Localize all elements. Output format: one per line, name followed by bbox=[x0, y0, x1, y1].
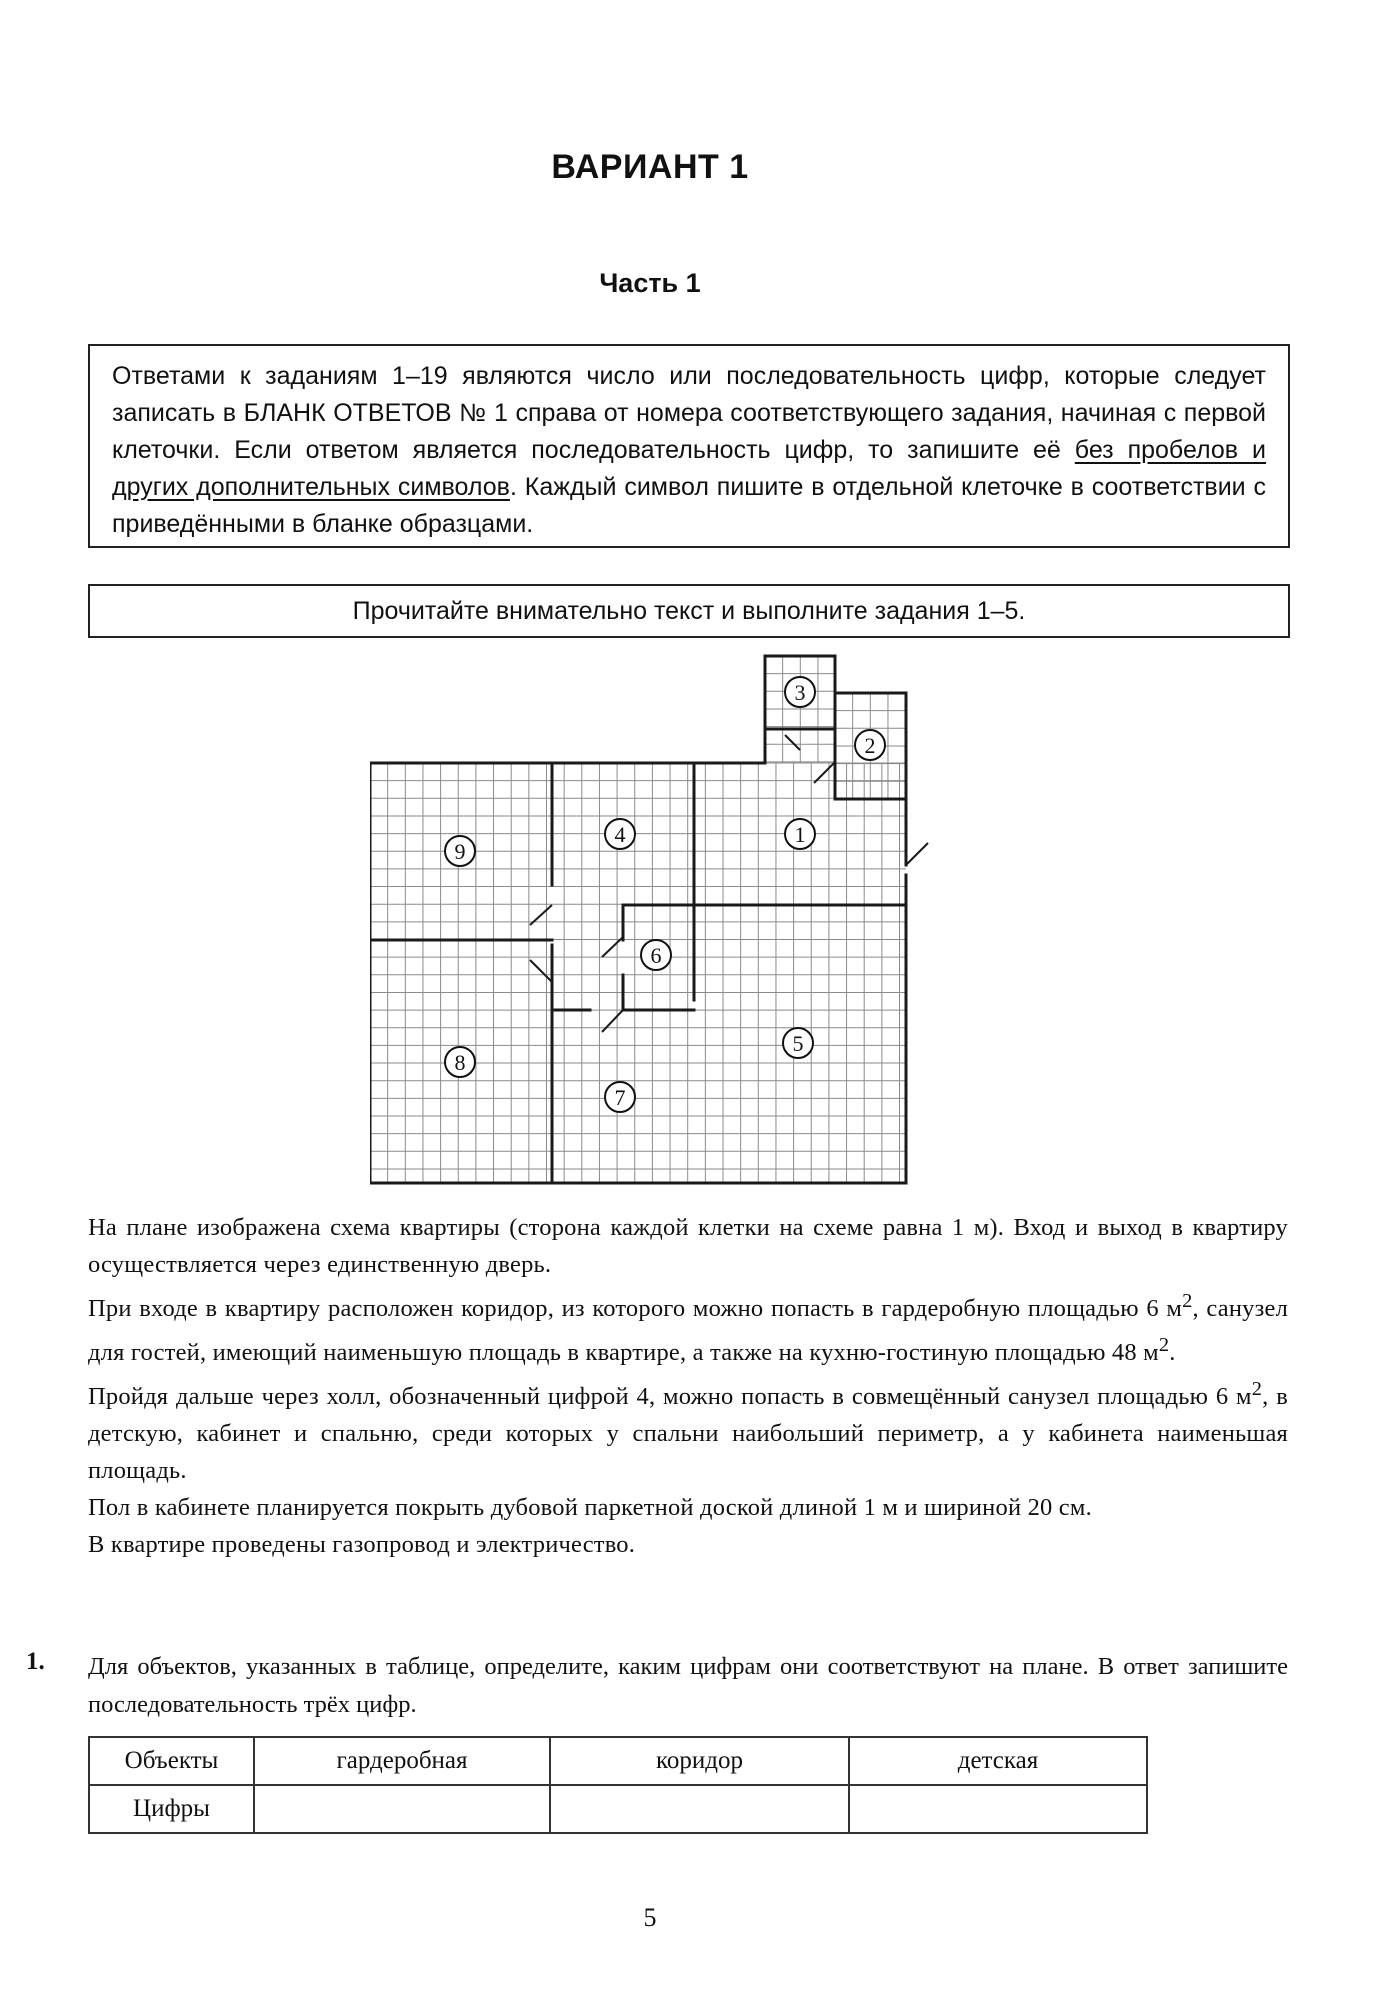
room-label-3 bbox=[785, 677, 815, 707]
text-p2-c: . bbox=[1169, 1339, 1176, 1367]
room-label-4-text: 4 bbox=[614, 822, 626, 847]
read-prompt: Прочитайте внимательно текст и выполните задания 1–5. bbox=[352, 597, 1026, 625]
answer-cell[interactable] bbox=[550, 1785, 849, 1833]
text-paragraph-4: Пол в кабинете планируется покрыть дубовой паркетной доской длиной 1 м и шириной 20 см. bbox=[88, 1494, 1092, 1522]
room-label-1-text: 1 bbox=[794, 822, 806, 847]
room-label-6-text: 6 bbox=[650, 943, 662, 968]
task-text bbox=[88, 1209, 1288, 1563]
room-label-8 bbox=[445, 1047, 475, 1077]
answer-table bbox=[88, 1736, 1148, 1834]
table-header-objects: Объекты bbox=[89, 1737, 254, 1785]
answer-cell[interactable] bbox=[849, 1785, 1147, 1833]
answer-cell[interactable] bbox=[254, 1785, 550, 1833]
room-label-7 bbox=[605, 1082, 635, 1112]
plan-grid bbox=[370, 656, 906, 1183]
sup-1: 2 bbox=[1182, 1290, 1193, 1312]
instructions-text-before: Ответами к заданиям 1–19 являются число или последовательность цифр, которые следует записать в БЛАНК ОТВЕТОВ № 1 справа от номера соответствующего задания, начиная с первой клеточки. Если ответом является последовательность цифр, то запишите её bbox=[112, 362, 1266, 464]
plan-walls bbox=[370, 656, 906, 1183]
table-cell-object: детская bbox=[849, 1737, 1147, 1785]
table-cell-object: коридор bbox=[550, 1737, 849, 1785]
instructions-box bbox=[88, 344, 1290, 548]
table-row-digits bbox=[89, 1785, 1147, 1833]
question-number: 1. bbox=[26, 1648, 45, 1675]
room-label-6 bbox=[641, 940, 671, 970]
table-header-digits: Цифры bbox=[89, 1785, 254, 1833]
text-paragraph-2 bbox=[88, 1283, 1288, 1371]
room-label-2-text: 2 bbox=[864, 733, 876, 758]
page-number: 5 bbox=[643, 1903, 657, 1932]
table-cell-object: гардеробная bbox=[254, 1737, 550, 1785]
table-row-objects bbox=[89, 1737, 1147, 1785]
text-p2-b: , санузел для гостей, имеющий наименьшую площадь в квартире, а также на кухню-гостиную площадью 48 м bbox=[88, 1295, 1288, 1367]
room-label-5-text: 5 bbox=[792, 1031, 804, 1056]
instructions-text-underlined: без пробелов и других дополнительных символов bbox=[112, 436, 1266, 501]
text-paragraph-3 bbox=[88, 1371, 1288, 1489]
text-p3-a: Пройдя дальше через холл, обозначенный цифрой 4, можно попасть в совмещённый санузел площадью 6 м bbox=[88, 1383, 1252, 1411]
room-label-9 bbox=[445, 836, 475, 866]
room-label-3-text: 3 bbox=[794, 680, 806, 705]
read-prompt-box bbox=[88, 584, 1290, 638]
text-p2-a: При входе в квартиру расположен коридор, из которого можно попасть в гардеробную площадью 6 м bbox=[88, 1295, 1183, 1323]
instructions-text-after: . Каждый символ пишите в отдельной клеточке в соответствии с приведёнными в бланке образцами. bbox=[112, 473, 1266, 538]
room-label-8-text: 8 bbox=[454, 1050, 466, 1075]
question-text: Для объектов, указанных в таблице, определите, каким цифрам они соответствуют на плане. В ответ запишите последовательность трёх цифр. bbox=[88, 1653, 1288, 1718]
variant-title: ВАРИАНТ 1 bbox=[551, 148, 749, 186]
room-label-5 bbox=[783, 1028, 813, 1058]
sup-3: 2 bbox=[1251, 1378, 1263, 1401]
plan-doors bbox=[530, 735, 928, 1032]
room-label-7-text: 7 bbox=[614, 1085, 626, 1110]
sup-2: 2 bbox=[1158, 1334, 1170, 1357]
part-title: Часть 1 bbox=[599, 268, 701, 298]
text-paragraph-1: На плане изображена схема квартиры (сторона каждой клетки на схеме равна 1 м). Вход и выход в квартиру осуществляется через единственную дверь. bbox=[88, 1214, 1288, 1278]
room-label-4 bbox=[605, 819, 635, 849]
room-label-1 bbox=[785, 819, 815, 849]
text-paragraph-5: В квартире проведены газопровод и электричество. bbox=[88, 1531, 636, 1559]
room-label-9-text: 9 bbox=[454, 839, 466, 864]
text-p3-b: , в детскую, кабинет и спальню, среди которых у спальни наибольший периметр, а у кабинета наименьшая площадь. bbox=[88, 1383, 1288, 1485]
room-label-2 bbox=[855, 730, 885, 760]
apartment-plan bbox=[370, 653, 930, 1193]
